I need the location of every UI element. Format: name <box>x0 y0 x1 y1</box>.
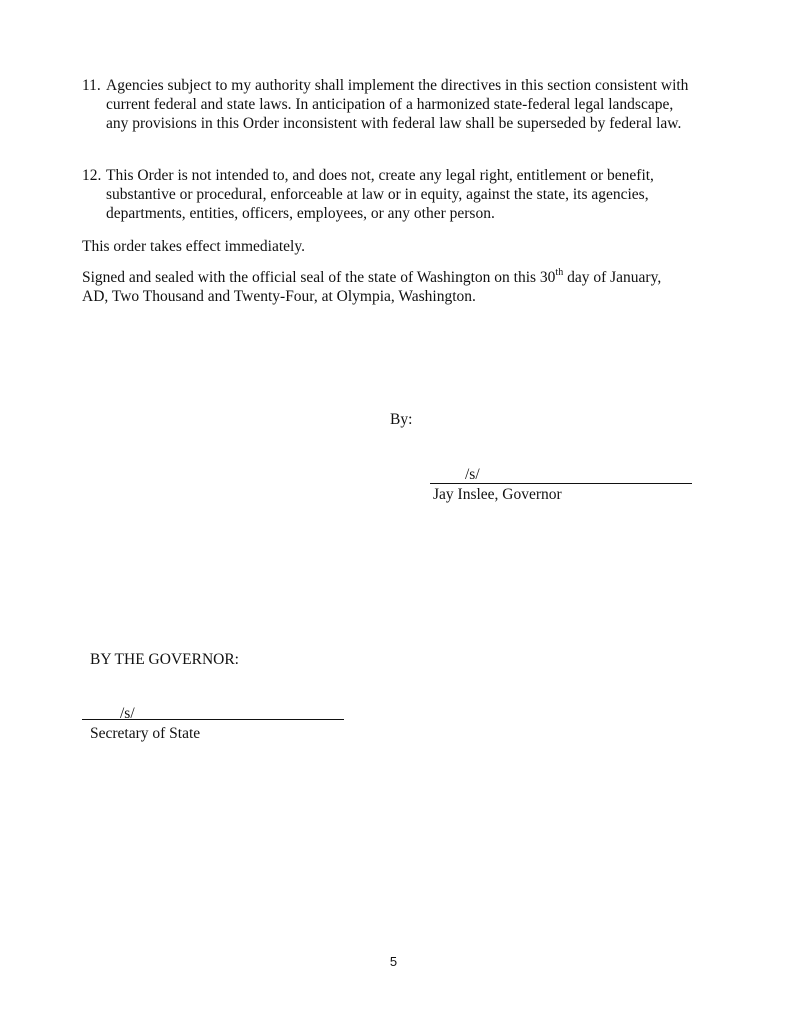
by-the-governor-heading: BY THE GOVERNOR: <box>90 651 239 668</box>
governor-signature-line <box>430 483 692 484</box>
item-number: 12. <box>82 167 102 184</box>
governor-signature-mark: /s/ <box>465 466 480 483</box>
list-item-12 <box>82 166 697 223</box>
page-number: 5 <box>389 954 398 969</box>
governor-signatory: Jay Inslee, Governor <box>433 486 562 503</box>
signed-statement <box>82 268 687 306</box>
signed-text-start: Signed and sealed with the official seal of the state of Washington on this 30 <box>82 269 556 286</box>
item-text: Agencies subject to my authority shall implement the directives in this section consistent with current federal and state laws. In anticipation of a harmonized state-federal legal landscape, any provisions in this Order inconsistent with federal law shall be superseded by federal law. <box>106 77 689 132</box>
effect-statement: This order takes effect immediately. <box>82 238 305 255</box>
secretary-signatory: Secretary of State <box>90 725 201 742</box>
list-item-11 <box>82 76 697 133</box>
signed-text-end: day of January, AD, Two Thousand and Twenty-Four, at Olympia, Washington. <box>82 269 662 305</box>
item-text: This Order is not intended to, and does not, create any legal right, entitlement or benefit, substantive or procedural, enforceable at law or in equity, against the state, its agencies, departments, entities, officers, employees, or any other person. <box>106 167 654 222</box>
secretary-signature-mark: /s/ <box>120 705 135 722</box>
secretary-signature-line <box>82 719 344 720</box>
day-ordinal-suffix: th <box>555 266 564 278</box>
item-number: 11. <box>82 77 101 94</box>
by-label: By: <box>390 411 413 428</box>
